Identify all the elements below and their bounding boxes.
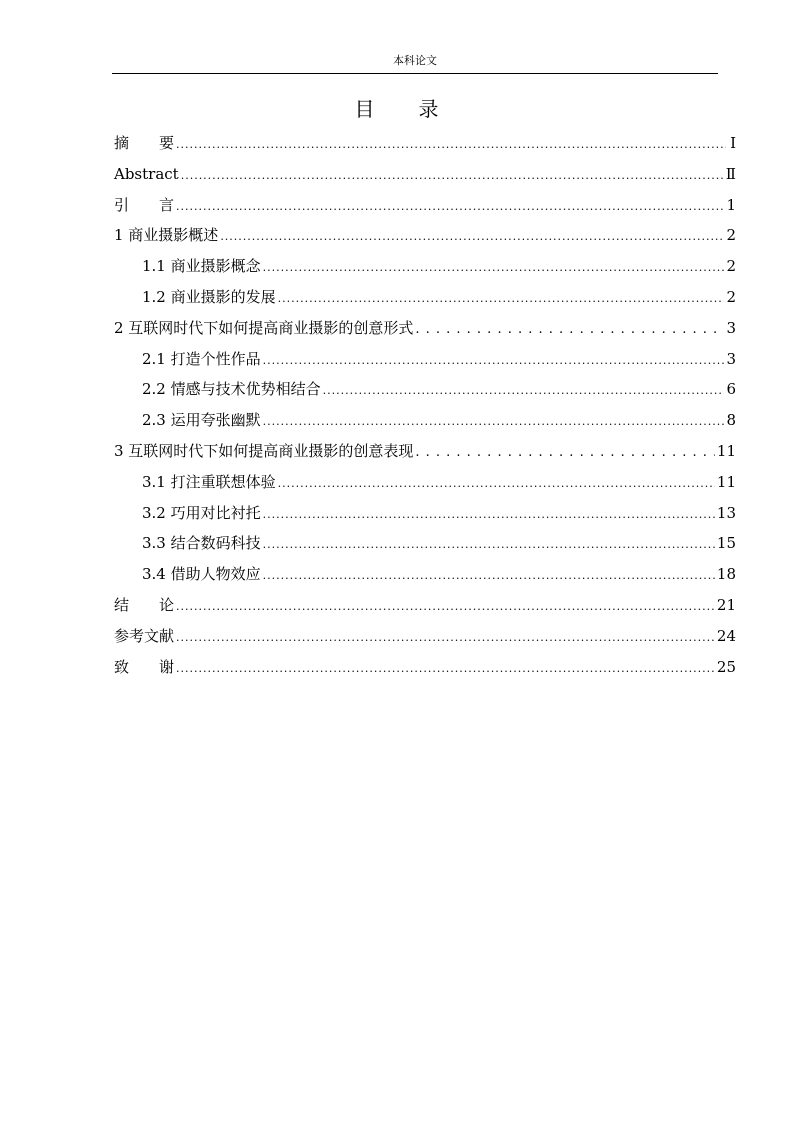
toc-dot-leader xyxy=(176,592,715,623)
toc-entry-page: 13 xyxy=(716,503,736,522)
toc-entry-label: 1 商业摄影概述 xyxy=(114,226,219,245)
toc-title xyxy=(0,96,793,122)
toc-entry-label: 引 言 xyxy=(114,195,175,214)
toc-dot-leader xyxy=(323,376,725,407)
toc-entry-section-2-2[interactable] xyxy=(114,374,736,405)
toc-entry-label: 致 谢 xyxy=(114,657,175,676)
toc-entry-abstract-cn[interactable] xyxy=(114,128,736,159)
toc-entry-acknowledgements[interactable] xyxy=(114,652,736,683)
toc-entry-label: 摘 要 xyxy=(114,134,175,152)
toc-title-right: 录 xyxy=(418,97,439,121)
toc-entry-conclusion[interactable] xyxy=(114,590,736,621)
toc-dot-leader xyxy=(263,561,715,592)
header-divider xyxy=(112,73,718,74)
toc-entry-label: 2.3 运用夸张幽默 xyxy=(142,411,261,430)
toc-dot-leader xyxy=(220,222,724,253)
toc-entry-references[interactable] xyxy=(114,621,736,652)
toc-entry-section-3-3[interactable] xyxy=(114,528,736,559)
page-header: 本科论文 xyxy=(393,54,437,67)
toc-entry-page: 21 xyxy=(716,595,736,614)
toc-entry-label: 3.2 巧用对比衬托 xyxy=(142,503,261,522)
toc-entry-page: 8 xyxy=(726,411,736,430)
toc-entry-section-2-1[interactable] xyxy=(114,344,736,375)
toc-dot-leader xyxy=(176,130,726,161)
toc-title-left: 目 xyxy=(354,97,375,121)
toc-entry-page: 11 xyxy=(716,472,736,491)
toc-entry-introduction[interactable] xyxy=(114,190,736,221)
toc-entry-page: 15 xyxy=(716,534,736,553)
toc-dot-leader xyxy=(176,654,715,685)
toc-entry-label: 3.3 结合数码科技 xyxy=(142,534,261,553)
toc-entry-page: Ⅱ xyxy=(725,164,736,183)
toc-dot-leader xyxy=(415,315,724,346)
toc-dot-leader xyxy=(176,192,724,223)
toc-entry-label: 3.1 打注重联想体验 xyxy=(142,472,276,491)
toc-entry-page: 18 xyxy=(716,565,736,584)
toc-entry-chapter-1[interactable] xyxy=(114,220,736,251)
toc-entry-label: 参考文献 xyxy=(114,626,175,645)
toc-dot-leader xyxy=(176,623,715,654)
toc-entry-chapter-3[interactable] xyxy=(114,436,736,467)
toc-entry-abstract-en[interactable] xyxy=(114,159,736,190)
toc-entry-section-3-2[interactable] xyxy=(114,498,736,529)
toc-entry-section-1-1[interactable] xyxy=(114,251,736,282)
toc-entry-page: 2 xyxy=(726,257,736,276)
toc-entry-page: 6 xyxy=(726,380,736,399)
toc-entry-page: 2 xyxy=(726,226,736,245)
toc-dot-leader xyxy=(181,161,724,192)
toc-entry-chapter-2[interactable] xyxy=(114,313,736,344)
toc-entry-label: 2 互联网时代下如何提高商业摄影的创意形式 xyxy=(114,318,414,337)
toc-entry-page: 24 xyxy=(716,626,736,645)
toc-dot-leader xyxy=(415,438,715,469)
toc-entry-section-2-3[interactable] xyxy=(114,405,736,436)
toc-entry-page: 2 xyxy=(726,287,736,306)
toc-entry-page: 1 xyxy=(726,195,736,214)
toc-entry-section-3-4[interactable] xyxy=(114,559,736,590)
toc-dot-leader xyxy=(278,469,715,500)
toc-dot-leader xyxy=(278,284,725,315)
toc-entry-label: 3.4 借助人物效应 xyxy=(142,565,261,584)
toc-entry-label: 1.1 商业摄影概念 xyxy=(142,257,261,276)
toc-dot-leader xyxy=(263,407,725,438)
toc-entry-page: 11 xyxy=(716,441,736,460)
toc-entry-label: 2.1 打造个性作品 xyxy=(142,349,261,368)
toc-entry-label: 结 论 xyxy=(114,595,175,614)
toc-entry-page: 3 xyxy=(726,318,736,337)
toc-entry-label: 2.2 情感与技术优势相结合 xyxy=(142,380,321,399)
toc-entry-section-3-1[interactable] xyxy=(114,467,736,498)
toc-entry-label: 3 互联网时代下如何提高商业摄影的创意表现 xyxy=(114,441,414,460)
toc-entry-page: 25 xyxy=(716,657,736,676)
table-of-contents xyxy=(114,128,736,682)
toc-entry-label: Abstract xyxy=(114,164,179,183)
toc-dot-leader xyxy=(263,253,725,284)
toc-entry-label: 1.2 商业摄影的发展 xyxy=(142,287,276,306)
toc-dot-leader xyxy=(263,500,715,531)
toc-entry-page: 3 xyxy=(726,349,736,368)
toc-entry-section-1-2[interactable] xyxy=(114,282,736,313)
toc-dot-leader xyxy=(263,346,725,377)
toc-dot-leader xyxy=(263,530,715,561)
toc-entry-page: Ⅰ xyxy=(730,134,736,152)
